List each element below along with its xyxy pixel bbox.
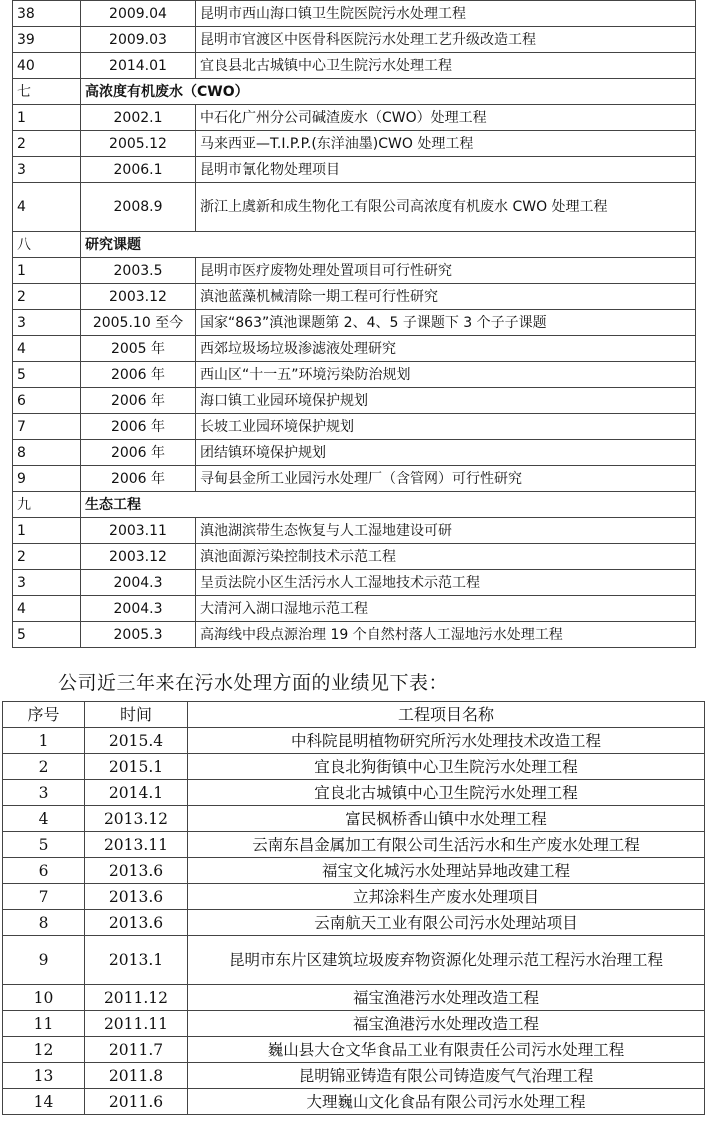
row-project-name: 滇池面源污染控制技术示范工程 (196, 544, 696, 570)
row-date: 2009.03 (81, 27, 196, 53)
table-row (3, 754, 705, 780)
row-project-name: 昆明锦亚铸造有限公司铸造废气气治理工程 (188, 1063, 705, 1089)
row-number: 10 (3, 985, 85, 1011)
table-row (13, 622, 696, 648)
table-row (13, 544, 696, 570)
row-number: 14 (3, 1089, 85, 1115)
intro-text: 公司近三年来在污水处理方面的业绩见下表： (58, 672, 449, 694)
row-number: 4 (13, 596, 81, 622)
row-project-name: 滇池蓝藻机械清除一期工程可行性研究 (196, 284, 696, 310)
row-date: 2015.1 (85, 754, 188, 780)
row-date: 2013.1 (85, 936, 188, 985)
row-number: 6 (3, 858, 85, 884)
row-date: 2013.11 (85, 832, 188, 858)
section-row (13, 232, 696, 258)
row-number: 7 (13, 414, 81, 440)
table-row (3, 1063, 705, 1089)
row-project-name: 立邦涂料生产废水处理项目 (188, 884, 705, 910)
row-project-name: 中石化广州分公司碱渣废水（CWO）处理工程 (196, 105, 696, 131)
table-row (13, 310, 696, 336)
row-number: 13 (3, 1063, 85, 1089)
row-number: 11 (3, 1011, 85, 1037)
row-project-name: 昆明市东片区建筑垃圾废弃物资源化处理示范工程污水治理工程 (188, 936, 705, 985)
table-row (13, 362, 696, 388)
row-date: 2009.04 (81, 1, 196, 27)
row-project-name: 富民枫桥香山镇中水处理工程 (188, 806, 705, 832)
row-number: 4 (13, 336, 81, 362)
row-project-name: 滇池湖滨带生态恢复与人工湿地建设可研 (196, 518, 696, 544)
row-date: 2011.11 (85, 1011, 188, 1037)
row-date: 2003.12 (81, 544, 196, 570)
row-date: 2003.12 (81, 284, 196, 310)
header-name: 工程项目名称 (188, 702, 705, 728)
row-number: 4 (3, 806, 85, 832)
table-row (13, 53, 696, 79)
row-date: 2003.11 (81, 518, 196, 544)
table-row (3, 910, 705, 936)
section-row (13, 492, 696, 518)
row-number: 2 (13, 284, 81, 310)
table-row (3, 1037, 705, 1063)
table-row (13, 570, 696, 596)
row-number: 3 (13, 157, 81, 183)
row-number: 4 (13, 183, 81, 232)
row-project-name: 团结镇环境保护规划 (196, 440, 696, 466)
section-number: 九 (13, 492, 81, 518)
table-row (13, 1, 696, 27)
table-row (13, 131, 696, 157)
row-date: 2004.3 (81, 570, 196, 596)
row-project-name: 寻甸县金所工业园污水处理厂（含管网）可行性研究 (196, 466, 696, 492)
row-date: 2013.6 (85, 910, 188, 936)
row-number: 3 (3, 780, 85, 806)
section-title: 研究课题 (81, 232, 696, 258)
recent-performance-table (2, 701, 705, 1115)
row-project-name: 长坡工业园环境保护规划 (196, 414, 696, 440)
row-project-name: 昆明市官渡区中医骨科医院污水处理工艺升级改造工程 (196, 27, 696, 53)
row-number: 5 (13, 622, 81, 648)
row-number: 5 (13, 362, 81, 388)
row-number: 1 (13, 518, 81, 544)
row-date: 2013.12 (85, 806, 188, 832)
row-project-name: 海口镇工业园环境保护规划 (196, 388, 696, 414)
header-date: 时间 (85, 702, 188, 728)
row-date: 2006 年 (81, 388, 196, 414)
section-number: 八 (13, 232, 81, 258)
row-project-name: 昆明市氰化物处理项目 (196, 157, 696, 183)
projects-table-continued (12, 0, 696, 648)
table-row (3, 936, 705, 985)
row-date: 2011.6 (85, 1089, 188, 1115)
row-date: 2015.4 (85, 728, 188, 754)
row-project-name: 中科院昆明植物研究所污水处理技术改造工程 (188, 728, 705, 754)
row-date: 2013.6 (85, 858, 188, 884)
row-number: 9 (3, 936, 85, 985)
row-project-name: 马来西亚—T.I.P.P.(东洋油墨)CWO 处理工程 (196, 131, 696, 157)
row-date: 2005.10 至今 (81, 310, 196, 336)
section-row (13, 79, 696, 105)
table-row (13, 284, 696, 310)
row-date: 2006 年 (81, 362, 196, 388)
row-number: 8 (3, 910, 85, 936)
row-project-name: 西郊垃圾场垃圾渗滤液处理研究 (196, 336, 696, 362)
row-project-name: 西山区“十一五”环境污染防治规划 (196, 362, 696, 388)
row-number: 8 (13, 440, 81, 466)
row-date: 2011.12 (85, 985, 188, 1011)
row-date: 2014.1 (85, 780, 188, 806)
row-number: 40 (13, 53, 81, 79)
row-project-name: 福宝渔港污水处理改造工程 (188, 985, 705, 1011)
row-date: 2006 年 (81, 414, 196, 440)
table-header-row (3, 702, 705, 728)
row-project-name: 宜良北狗街镇中心卫生院污水处理工程 (188, 754, 705, 780)
table-row (13, 336, 696, 362)
row-date: 2011.8 (85, 1063, 188, 1089)
row-project-name: 大清河入湖口湿地示范工程 (196, 596, 696, 622)
row-project-name: 巍山县大仓文华食品工业有限责任公司污水处理工程 (188, 1037, 705, 1063)
row-project-name: 宜良北古城镇中心卫生院污水处理工程 (188, 780, 705, 806)
row-date: 2006.1 (81, 157, 196, 183)
row-number: 2 (13, 544, 81, 570)
header-no: 序号 (3, 702, 85, 728)
section-number: 七 (13, 79, 81, 105)
row-number: 3 (13, 570, 81, 596)
table-row (13, 466, 696, 492)
table-row (13, 440, 696, 466)
row-date: 2008.9 (81, 183, 196, 232)
table-row (3, 1089, 705, 1115)
row-project-name: 昆明市医疗废物处理处置项目可行性研究 (196, 258, 696, 284)
table-row (3, 884, 705, 910)
row-project-name: 云南航天工业有限公司污水处理站项目 (188, 910, 705, 936)
table-row (13, 258, 696, 284)
row-number: 2 (3, 754, 85, 780)
row-project-name: 福宝文化城污水处理站异地改建工程 (188, 858, 705, 884)
table-row (3, 832, 705, 858)
table-row (13, 518, 696, 544)
row-project-name: 昆明市西山海口镇卫生院医院污水处理工程 (196, 1, 696, 27)
row-project-name: 呈贡法院小区生活污水人工湿地技术示范工程 (196, 570, 696, 596)
row-number: 1 (3, 728, 85, 754)
row-number: 7 (3, 884, 85, 910)
row-number: 2 (13, 131, 81, 157)
table-row (3, 985, 705, 1011)
row-project-name: 大理巍山文化食品有限公司污水处理工程 (188, 1089, 705, 1115)
row-number: 39 (13, 27, 81, 53)
row-date: 2004.3 (81, 596, 196, 622)
row-date: 2013.6 (85, 884, 188, 910)
table-row (13, 183, 696, 232)
row-project-name: 浙江上虞新和成生物化工有限公司高浓度有机废水 CWO 处理工程 (196, 183, 696, 232)
row-number: 9 (13, 466, 81, 492)
table-row (13, 596, 696, 622)
row-date: 2011.7 (85, 1037, 188, 1063)
row-project-name: 福宝渔港污水处理改造工程 (188, 1011, 705, 1037)
row-date: 2005 年 (81, 336, 196, 362)
row-project-name: 云南东昌金属加工有限公司生活污水和生产废水处理工程 (188, 832, 705, 858)
section-title: 高浓度有机废水（CWO） (81, 79, 696, 105)
row-date: 2005.3 (81, 622, 196, 648)
row-date: 2006 年 (81, 440, 196, 466)
table-row (13, 157, 696, 183)
table-row (13, 27, 696, 53)
row-date: 2006 年 (81, 466, 196, 492)
table-row (13, 388, 696, 414)
table-row (3, 858, 705, 884)
row-number: 12 (3, 1037, 85, 1063)
table-row (3, 1011, 705, 1037)
row-number: 1 (13, 258, 81, 284)
row-project-name: 国家“863”滇池课题第 2、4、5 子课题下 3 个子子课题 (196, 310, 696, 336)
row-project-name: 高海线中段点源治理 19 个自然村落人工湿地污水处理工程 (196, 622, 696, 648)
table-row (3, 728, 705, 754)
row-number: 38 (13, 1, 81, 27)
table-row (3, 806, 705, 832)
row-number: 3 (13, 310, 81, 336)
row-project-name: 宜良县北古城镇中心卫生院污水处理工程 (196, 53, 696, 79)
row-date: 2014.01 (81, 53, 196, 79)
row-date: 2005.12 (81, 131, 196, 157)
row-date: 2003.5 (81, 258, 196, 284)
section-title: 生态工程 (81, 492, 696, 518)
table-row (13, 414, 696, 440)
row-number: 6 (13, 388, 81, 414)
row-number: 1 (13, 105, 81, 131)
table-row (3, 780, 705, 806)
row-number: 5 (3, 832, 85, 858)
row-date: 2002.1 (81, 105, 196, 131)
table-row (13, 105, 696, 131)
